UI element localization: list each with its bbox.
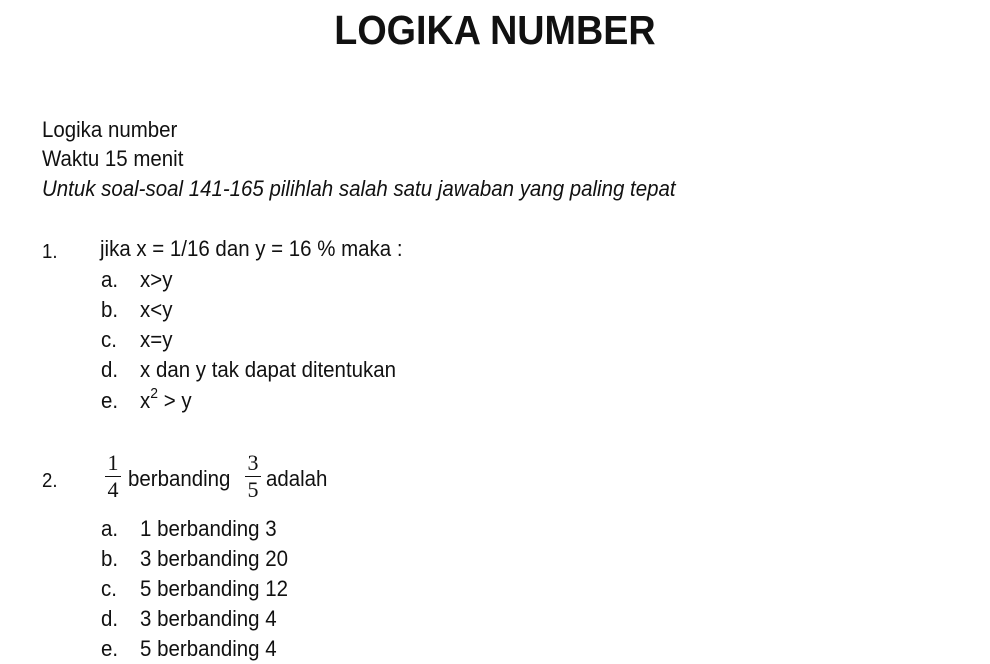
option-text: 5 berbanding 12 (140, 576, 288, 601)
option-exponent: 2 (150, 384, 159, 402)
fraction-numerator: 1 (107, 450, 119, 475)
option-base: x (140, 388, 151, 413)
option-text: x dan y tak dapat ditentukan (140, 357, 396, 382)
option-letter: a. (101, 516, 119, 541)
fraction-denominator: 4 (107, 477, 119, 502)
fraction-denominator: 5 (247, 477, 259, 502)
option-letter: e. (101, 636, 119, 661)
question-2-option-e[interactable] (101, 626, 277, 661)
option-letter: b. (101, 297, 119, 322)
fraction-numerator: 3 (247, 450, 259, 475)
question-2-end: adalah (266, 466, 328, 491)
question-1-number: 1. (42, 241, 58, 263)
question-1-option-a[interactable] (101, 265, 172, 295)
question-1-text: jika x = 1/16 dan y = 16 % maka : (100, 236, 403, 261)
question-2-fraction-1 (104, 450, 122, 503)
option-letter: d. (101, 606, 119, 631)
option-letter: c. (101, 576, 117, 601)
option-letter: b. (101, 546, 119, 571)
option-letter: c. (101, 327, 117, 352)
option-text: 5 berbanding 4 (140, 636, 277, 661)
intro-instruction: Untuk soal-soal 141-165 pilihlah salah satu jawaban yang paling tepat (42, 176, 676, 201)
option-text: 3 berbanding 20 (140, 546, 288, 571)
question-2-option-c[interactable] (101, 574, 288, 604)
option-text: x=y (140, 327, 173, 352)
option-rest: > y (158, 388, 192, 413)
option-text: x>y (140, 267, 173, 292)
question-2-fraction-2 (244, 450, 262, 503)
question-2-option-a[interactable] (101, 514, 277, 544)
option-text: 3 berbanding 4 (140, 606, 277, 631)
question-1-option-c[interactable] (101, 325, 172, 355)
intro-subject: Logika number (42, 117, 178, 142)
question-1-option-e[interactable] (101, 386, 192, 416)
question-2-middle: berbanding (128, 466, 231, 491)
question-1-option-b[interactable] (101, 295, 172, 325)
question-2-number: 2. (42, 470, 58, 492)
option-letter: a. (101, 267, 119, 292)
question-2-option-b[interactable] (101, 544, 288, 574)
option-letter: d. (101, 357, 119, 382)
intro-time: Waktu 15 menit (42, 146, 184, 171)
option-letter: e. (101, 388, 119, 413)
page-title: LOGIKA NUMBER (334, 7, 656, 53)
option-text: x<y (140, 297, 173, 322)
question-1-option-d[interactable] (101, 355, 396, 385)
option-text: 1 berbanding 3 (140, 516, 277, 541)
